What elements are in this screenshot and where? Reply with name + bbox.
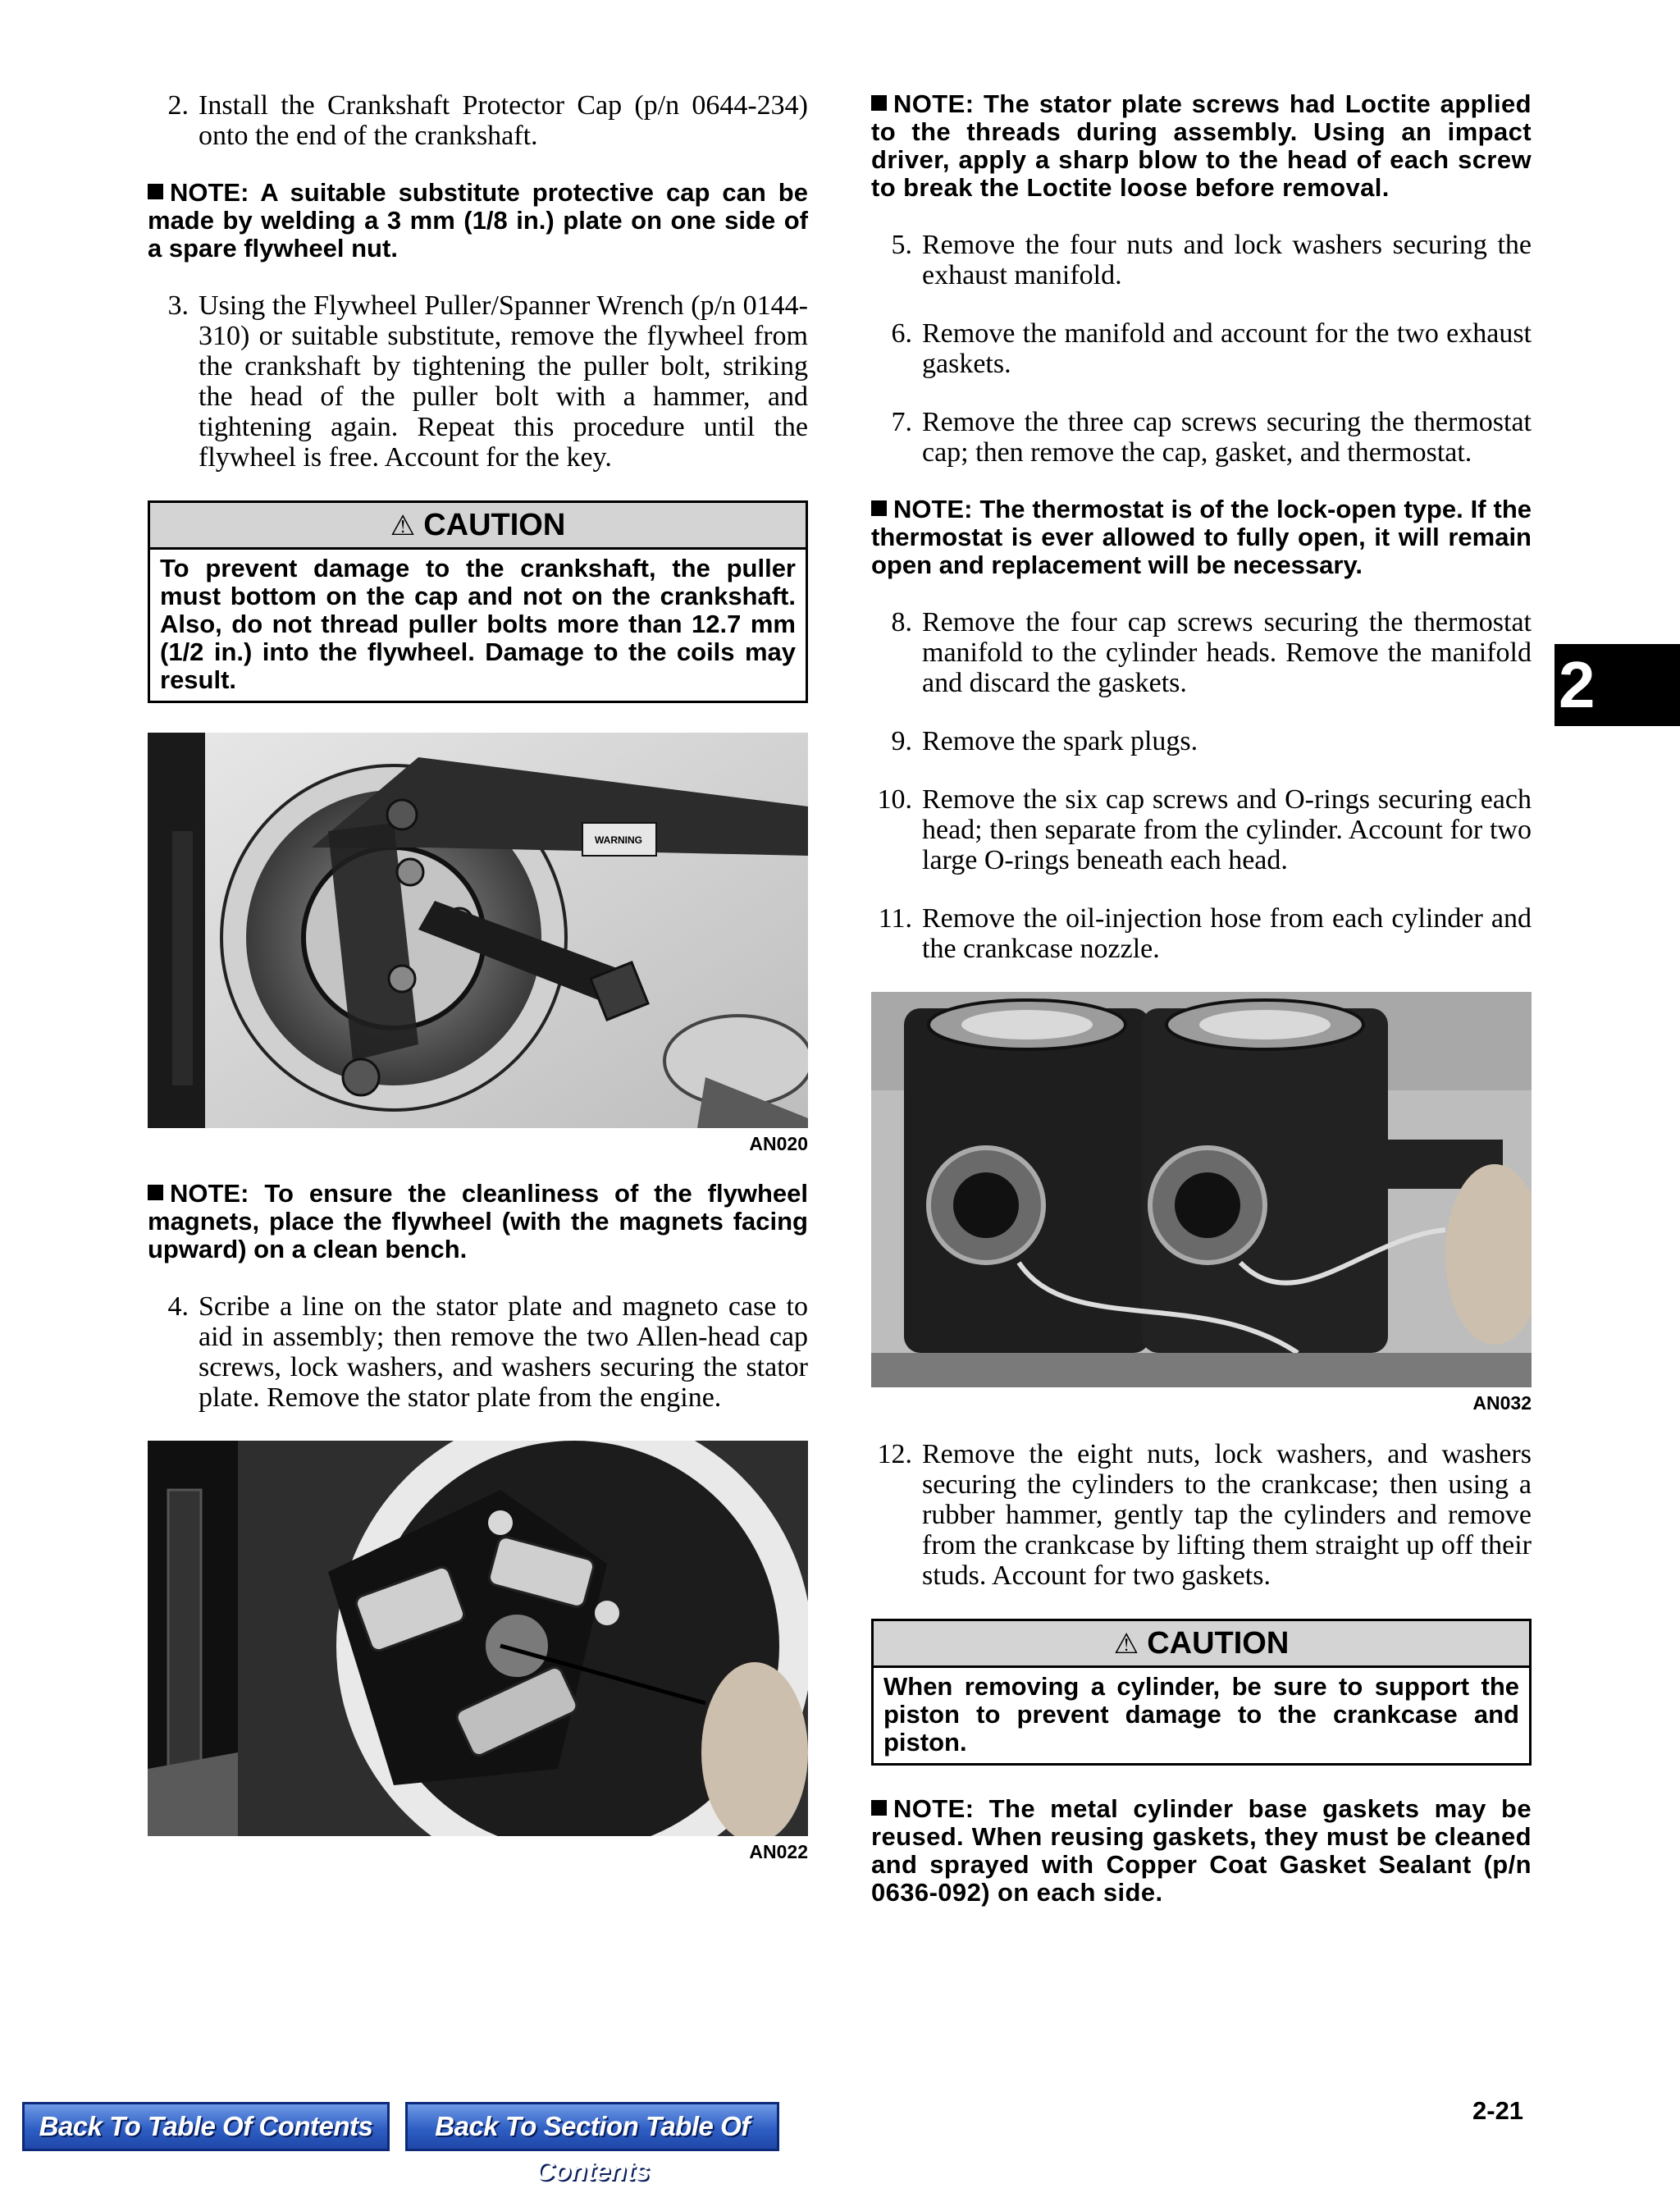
step-text: Remove the eight nuts, lock washers, and washers securing the cylinders to the crankcase; then using a rubber hammer, gently tap the cylinders and remove from the crankcase by lifting them straight up off their studs. Account for two gaskets. <box>922 1439 1532 1591</box>
figure-flywheel-puller <box>148 733 808 1155</box>
step-number: 3. <box>167 290 189 321</box>
note-text: NOTE: The metal cylinder base gaskets may be reused. When reusing gaskets, they must be cleaned and sprayed with Copper Coat Gasket Sealant (p/n 0636-092) on each side. <box>871 1794 1532 1907</box>
caution-box <box>871 1619 1532 1766</box>
figure-code: AN020 <box>749 1133 808 1154</box>
step-12 <box>871 1439 1532 1591</box>
step-text: Scribe a line on the stator plate and magneto case to aid in assembly; then remove the two Allen-head cap screws, lock washers, and washers securing the stator plate. Remove the stator plate from the engine. <box>199 1291 808 1413</box>
step-number: 5. <box>891 230 912 260</box>
note-text: NOTE: To ensure the cleanliness of the flywheel magnets, place the flywheel (with the magnets facing upward) on a clean bench. <box>148 1179 808 1263</box>
step-9 <box>871 726 1532 756</box>
caution-text: When removing a cylinder, be sure to support the piston to prevent damage to the crankcase and piston. <box>883 1672 1519 1757</box>
step-8 <box>871 607 1532 698</box>
step-text: Remove the manifold and account for the two exhaust gaskets. <box>922 318 1532 379</box>
step-text: Remove the four nuts and lock washers securing the exhaust manifold. <box>922 230 1532 290</box>
page-number: 2-21 <box>1472 2096 1524 2125</box>
note-bullet-icon <box>871 1800 887 1816</box>
figure-stator-plate <box>148 1441 808 1863</box>
step-6 <box>871 318 1532 379</box>
step-4 <box>148 1291 808 1413</box>
caution-box <box>148 500 808 703</box>
back-to-section-toc-button[interactable]: Back To Section Table Of Contents <box>405 2102 779 2151</box>
note-bullet-icon <box>148 1185 163 1200</box>
step-text: Install the Crankshaft Protector Cap (p/n 0644-234) onto the end of the crankshaft. <box>199 90 808 151</box>
step-text: Remove the three cap screws securing the thermostat cap; then remove the cap, gasket, and thermostat. <box>922 407 1532 468</box>
stator-plate-photo <box>148 1441 808 1836</box>
step-number: 10. <box>877 784 912 815</box>
note-text: NOTE: The thermostat is of the lock-open type. If the thermostat is ever allowed to fully open, it will remain open and replacement will be necessary. <box>871 495 1532 579</box>
step-number: 6. <box>891 318 912 349</box>
step-5 <box>871 230 1532 290</box>
caution-header <box>150 503 806 550</box>
step-10 <box>871 784 1532 875</box>
left-column <box>148 90 808 1888</box>
figure-code: AN032 <box>1472 1392 1532 1414</box>
caution-header <box>874 1621 1529 1668</box>
caution-title: CAUTION <box>1147 1626 1290 1661</box>
caution-text: To prevent damage to the crankshaft, the puller must bottom on the cap and not on the crankshaft. Also, do not thread puller bolts more than 12.7 mm (1/2 in.) into the flywheel. Damage to the coils may result. <box>160 554 796 694</box>
step-number: 12. <box>877 1439 912 1469</box>
figure-cylinders <box>871 992 1532 1414</box>
note-bullet-icon <box>871 95 887 111</box>
step-11 <box>871 903 1532 964</box>
step-3 <box>148 290 808 473</box>
note <box>871 1795 1532 1907</box>
flywheel-puller-photo <box>148 733 808 1128</box>
step-number: 9. <box>891 726 912 756</box>
step-number: 4. <box>167 1291 189 1322</box>
right-column <box>871 90 1532 1935</box>
note-bullet-icon <box>148 184 163 199</box>
caution-title: CAUTION <box>423 508 566 542</box>
step-7 <box>871 407 1532 468</box>
warning-triangle-icon: ⚠ <box>1113 1629 1139 1660</box>
note-text: NOTE: A suitable substitute protective cap can be made by welding a 3 mm (1/8 in.) plate on one side of a spare flywheel nut. <box>148 178 808 263</box>
step-number: 2. <box>167 90 189 121</box>
note <box>871 90 1532 202</box>
wrench-warning-label: WARNING <box>595 834 642 846</box>
step-number: 7. <box>891 407 912 437</box>
step-text: Remove the four cap screws securing the thermostat manifold to the cylinder heads. Remove the manifold and discard the gaskets. <box>922 607 1532 698</box>
step-number: 8. <box>891 607 912 637</box>
note <box>148 1180 808 1263</box>
back-to-toc-button[interactable]: Back To Table Of Contents <box>22 2102 390 2151</box>
step-text: Remove the six cap screws and O-rings securing each head; then separate from the cylinder. Account for two large O-rings beneath each head. <box>922 784 1532 875</box>
step-text: Remove the spark plugs. <box>922 726 1198 756</box>
note <box>871 496 1532 579</box>
cylinders-photo <box>871 992 1532 1387</box>
figure-code: AN022 <box>749 1841 808 1862</box>
section-tab: 2 <box>1554 644 1680 726</box>
warning-triangle-icon: ⚠ <box>390 510 416 541</box>
note-bullet-icon <box>871 500 887 516</box>
note <box>148 179 808 263</box>
step-text: Using the Flywheel Puller/Spanner Wrench (p/n 0144-310) or suitable substitute, remove the flywheel from the crankshaft by tightening the puller bolt, striking the head of the puller bolt with a hammer, and tightening again. Repeat this procedure until the flywheel is free. Account for the key. <box>199 290 808 473</box>
step-2 <box>148 90 808 151</box>
step-number: 11. <box>878 903 912 934</box>
step-text: Remove the oil-injection hose from each cylinder and the crankcase nozzle. <box>922 903 1532 964</box>
note-text: NOTE: The stator plate screws had Loctite applied to the threads during assembly. Using an impact driver, apply a sharp blow to the head of each screw to break the Loctite loose before removal. <box>871 89 1532 202</box>
